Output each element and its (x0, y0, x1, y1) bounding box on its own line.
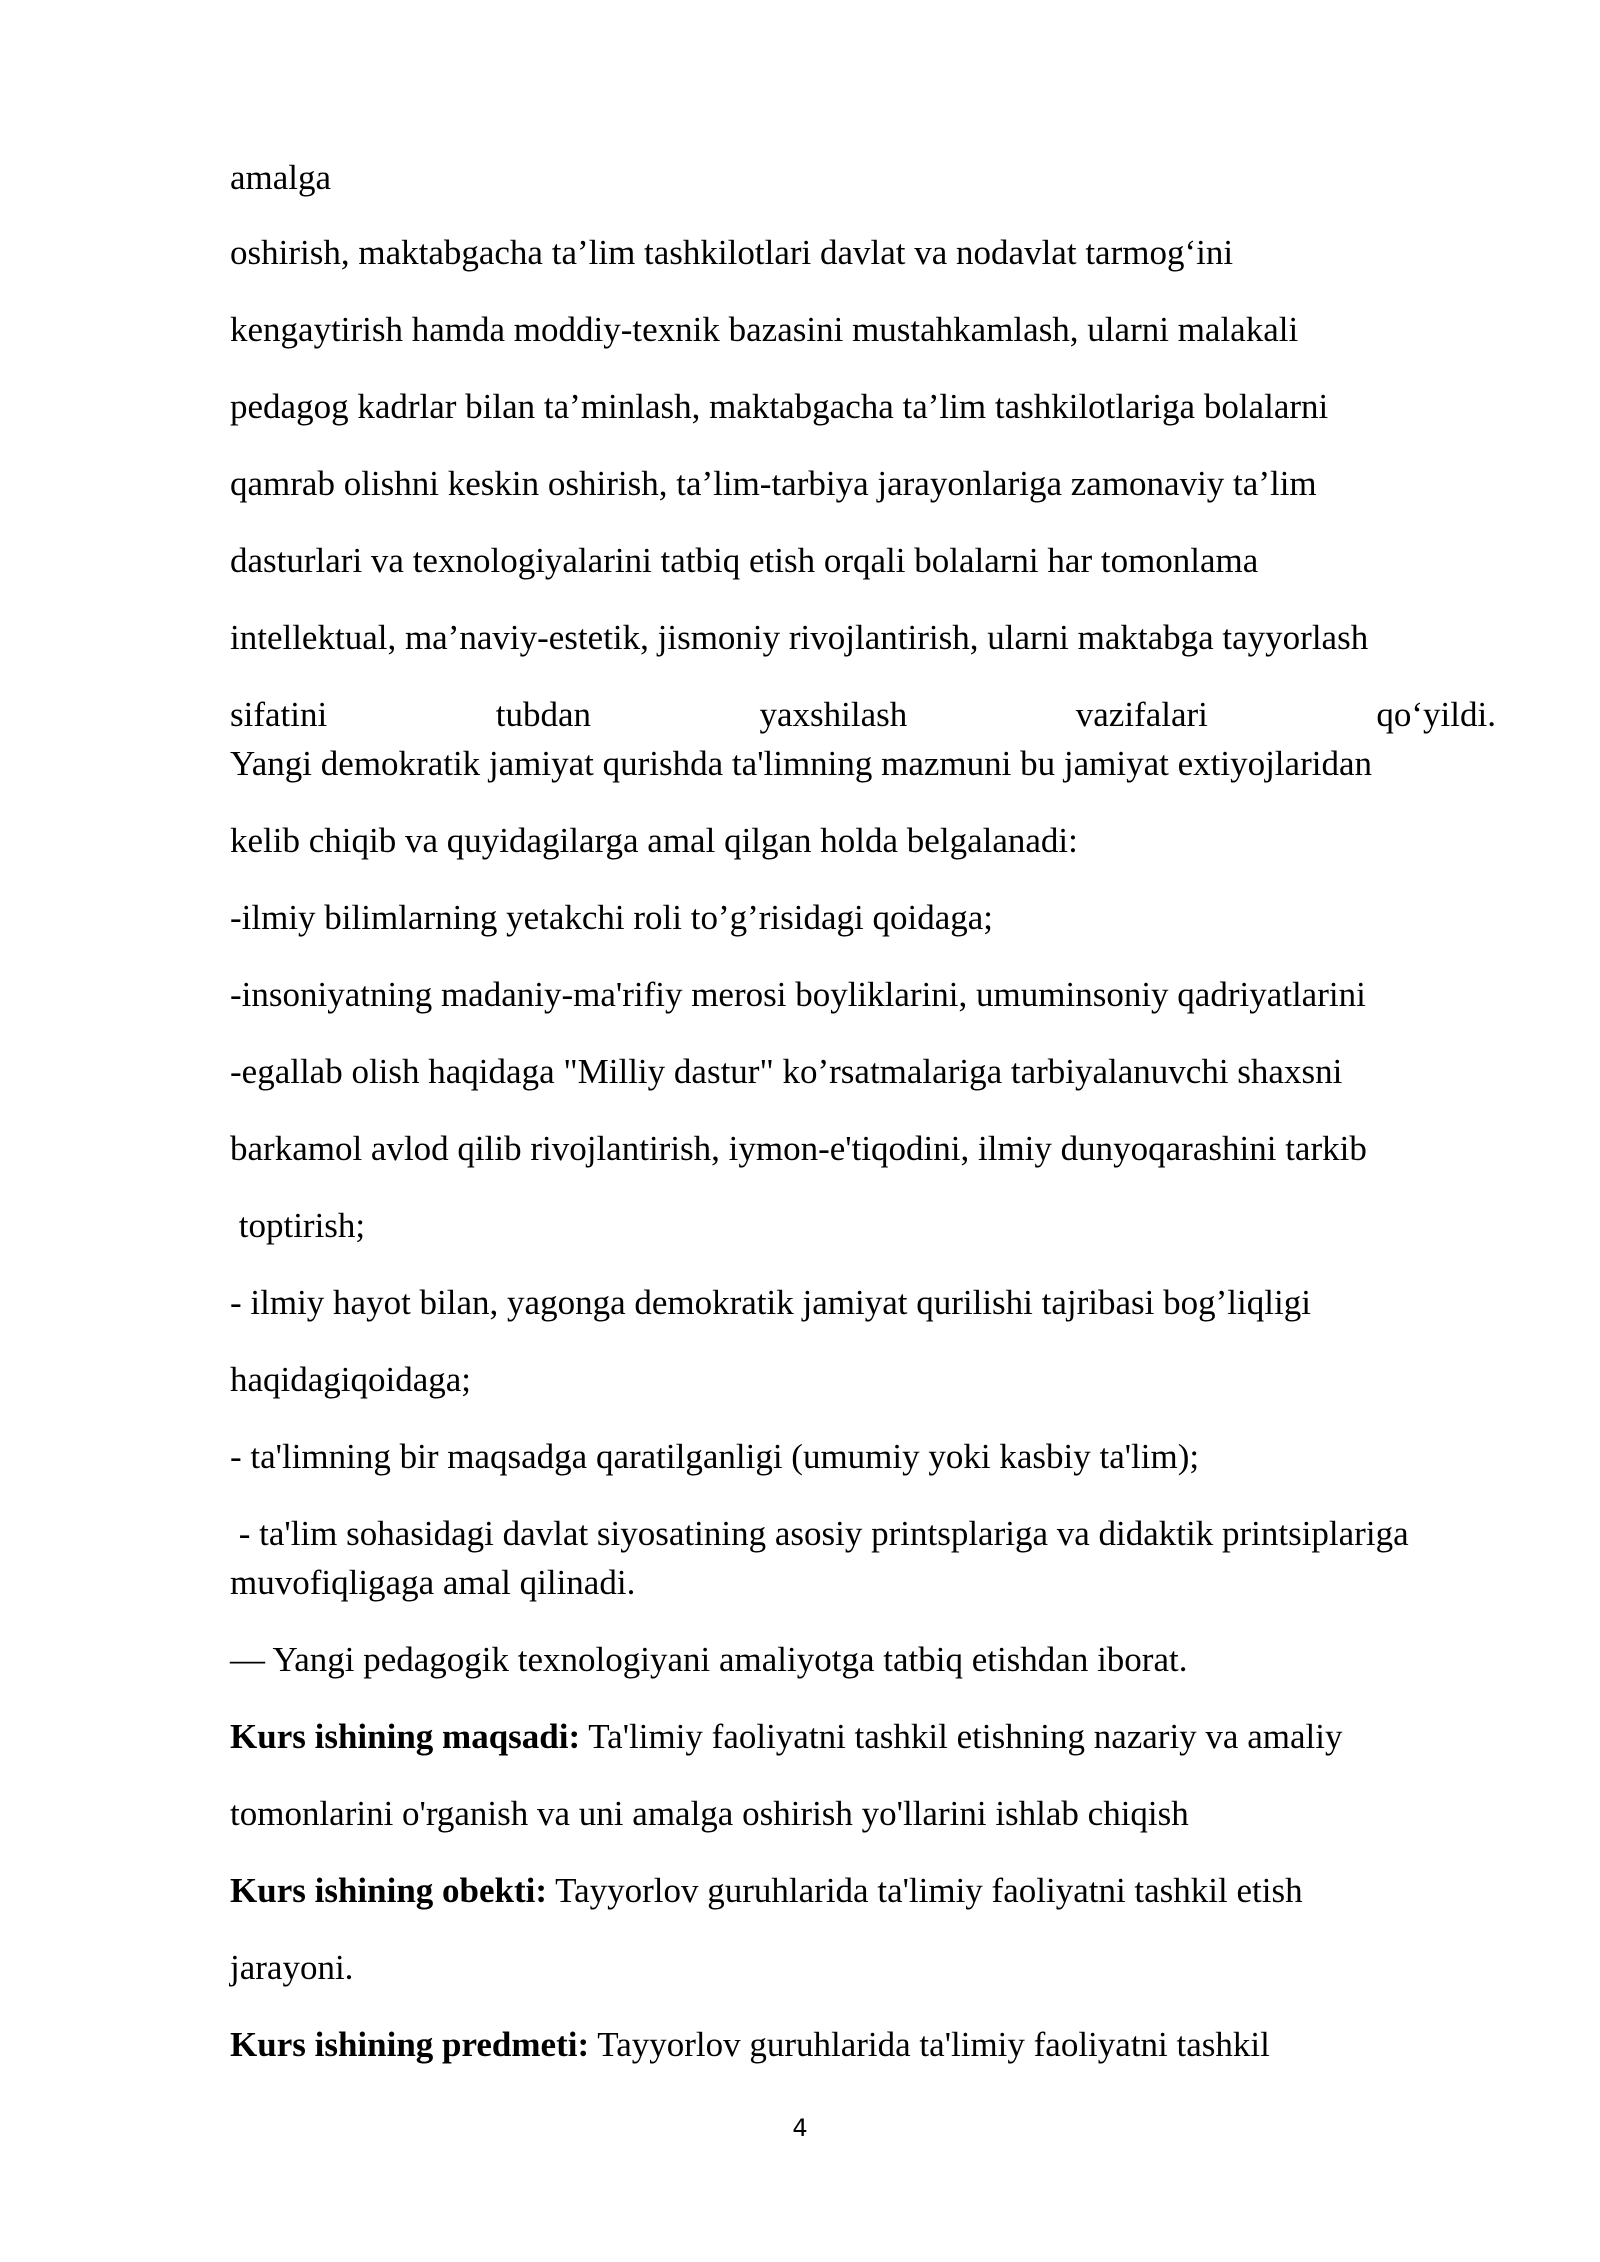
justified-text-line (230, 692, 1496, 738)
text-line: haqidagiqoidaga; (230, 1360, 472, 1399)
text-line: pedagog kadrlar bilan ta’minlash, maktabgacha ta’lim tashkilotlariga bolalarni (230, 387, 1329, 426)
text-line: qamrab olishni keskin oshirish, ta’lim-tarbiya jarayonlariga zamonaviy ta’lim (230, 464, 1317, 503)
text-line: dasturlari va texnologiyalarini tatbiq etish orqali bolalarni har tomonlama (230, 541, 1259, 580)
goal-text: Ta'limiy faoliyatni tashkil etishning nazariy va amaliy (580, 1717, 1343, 1756)
object-paragraph (230, 1868, 1496, 1914)
list-item: - ta'lim sohasidagi davlat siyosatining asosiy printsplariga va didaktik printsiplariga (230, 1514, 1409, 1553)
text-line: — Yangi pedagogik texnologiyani amaliyotga tatbiq etishdan iborat. (230, 1640, 1188, 1679)
list-item: - ta'limning bir maqsadga qaratilganligi (umumiy yoki kasbiy ta'lim); (230, 1437, 1200, 1476)
word: tubdan (495, 695, 591, 734)
object-text-continued: jarayoni. (230, 1948, 354, 1987)
subject-paragraph (230, 2022, 1496, 2068)
text-line: kelib chiqib va quyidagilarga amal qilgan holda belgalanadi: (230, 821, 1078, 860)
subject-text: Tayyorlov guruhlarida ta'limiy faoliyatni tashkil (589, 2025, 1270, 2064)
word: vazifalari (1075, 695, 1208, 734)
word: yaxshilash (759, 695, 908, 734)
list-item: -insoniyatning madaniy-ma'rifiy merosi boyliklarini, umuminsoniy qadriyatlarini (230, 975, 1366, 1014)
page-number: 4 (792, 2114, 808, 2142)
text-line: amalga (230, 158, 332, 197)
text-line: kengaytirish hamda moddiy-texnik bazasini mustahkamlash, ularni malakali (230, 310, 1299, 349)
goal-paragraph (230, 1714, 1496, 1760)
text-line: intellektual, ma’naviy-estetik, jismoniy rivojlantirish, ularni maktabga tayyorlash (230, 618, 1369, 657)
object-label: Kurs ishining obekti: (230, 1871, 548, 1910)
text-line: barkamol avlod qilib rivojlantirish, iymon-e'tiqodini, ilmiy dunyoqarashini tarkib (230, 1129, 1367, 1168)
text-line: oshirish, maktabgacha ta’lim tashkilotlari davlat va nodavlat tarmog‘ini (230, 233, 1234, 272)
list-item: -egallab olish haqidaga "Milliy dastur" ko’rsatmalariga tarbiyalanuvchi shaxsni (230, 1052, 1343, 1091)
word: qo‘yildi. (1376, 695, 1496, 734)
text-line: toptirish; (230, 1206, 366, 1245)
text-line: Yangi demokratik jamiyat qurishda ta'limning mazmuni bu jamiyat extiyojlaridan (230, 744, 1372, 783)
object-text: Tayyorlov guruhlarida ta'limiy faoliyatni tashkil etish (547, 1871, 1303, 1910)
list-item: -ilmiy bilimlarning yetakchi roli to’g’risidagi qoidaga; (230, 898, 994, 937)
goal-text-continued: tomonlarini o'rganish va uni amalga oshirish yo'llarini ishlab chiqish (230, 1794, 1189, 1833)
text-line: muvofiqligaga amal qilinadi. (230, 1563, 636, 1602)
word: sifatini (230, 695, 328, 734)
subject-label: Kurs ishining predmeti: (230, 2025, 590, 2064)
list-item: - ilmiy hayot bilan, yagonga demokratik jamiyat qurilishi tajribasi bog’liqligi (230, 1283, 1311, 1322)
goal-label: Kurs ishining maqsadi: (230, 1717, 581, 1756)
